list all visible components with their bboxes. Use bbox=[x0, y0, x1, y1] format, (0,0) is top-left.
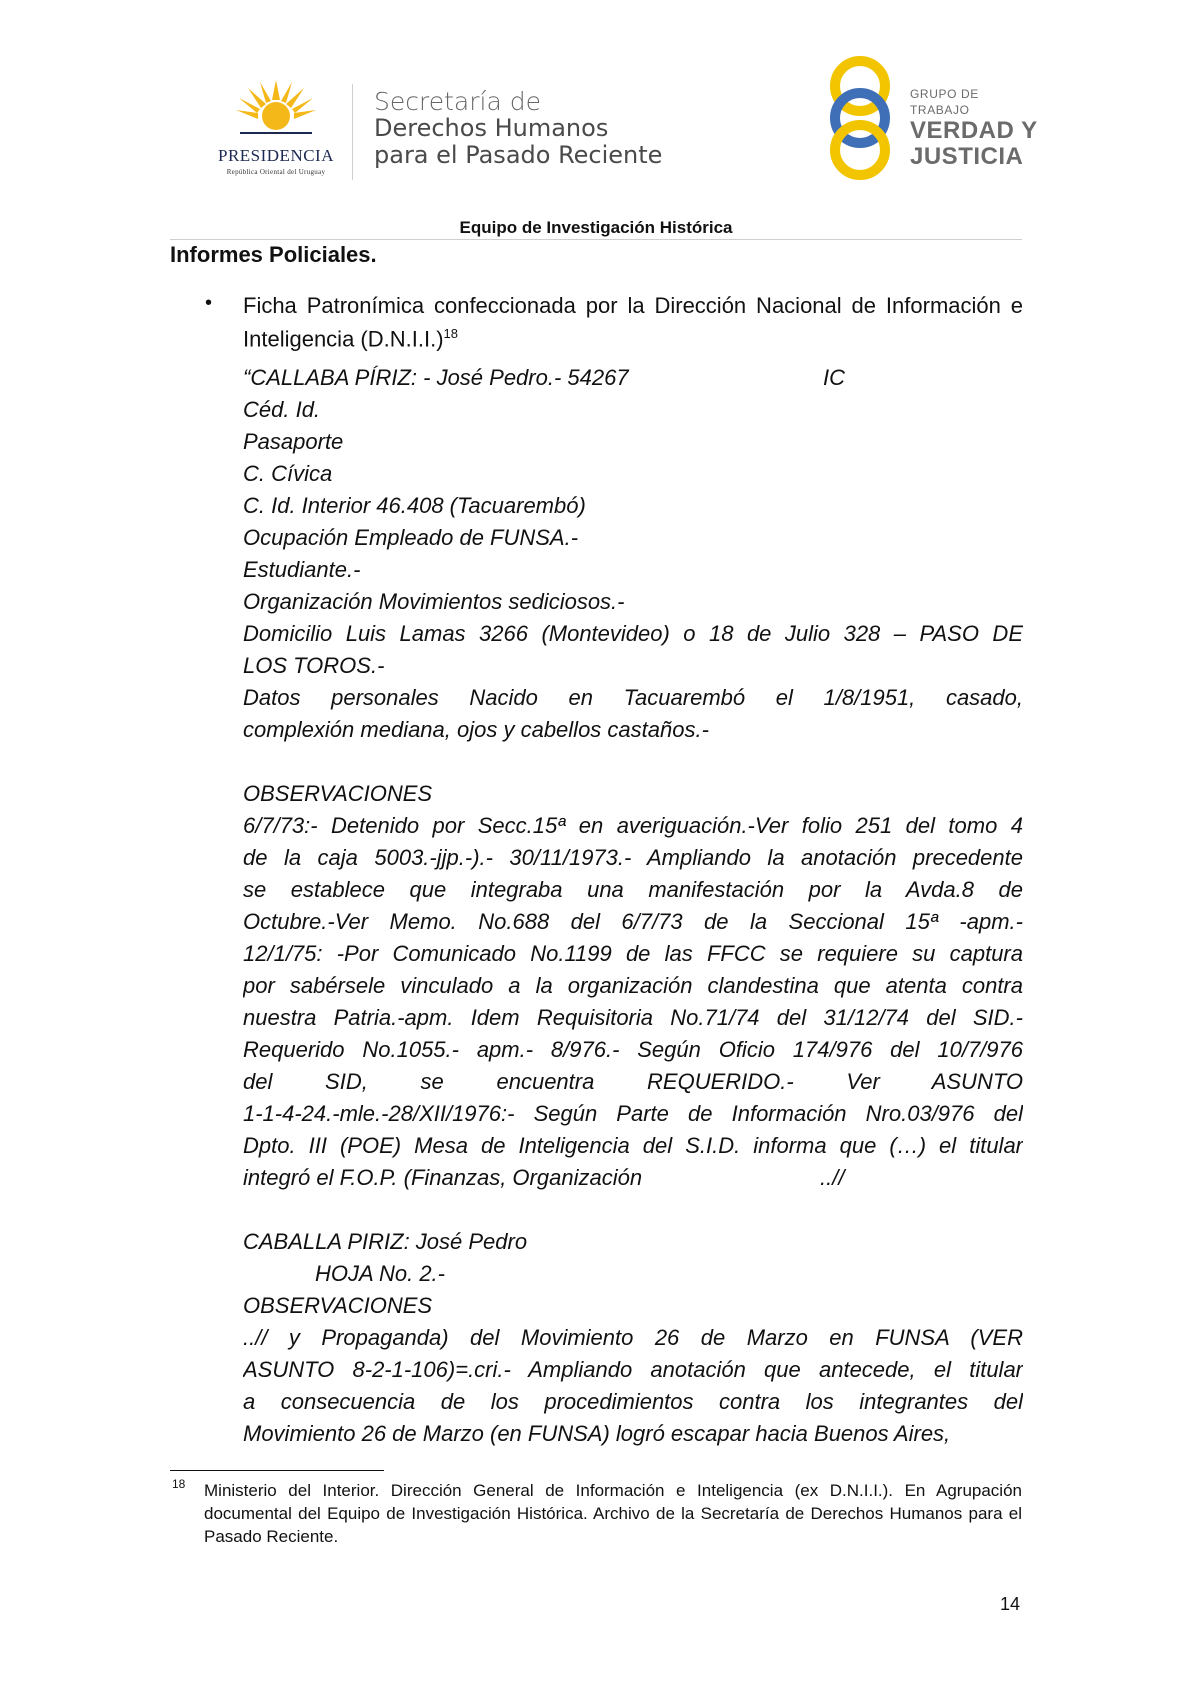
observaciones-line: Dpto. III (POE) Mesa de Inteligencia del S.I.D. informa que (…) el titular bbox=[243, 1133, 1023, 1158]
footnote-number: 18 bbox=[172, 1477, 186, 1491]
ficha-line: Organización Movimientos sediciosos.- bbox=[243, 589, 625, 614]
secretaria-line-2: Derechos Humanos bbox=[374, 114, 609, 142]
gtvj-text bbox=[910, 86, 1040, 170]
hoja-2-label: HOJA No. 2.- bbox=[315, 1261, 445, 1286]
observaciones-line: 6/7/73:- Detenido por Secc.15ª en averiguación.-Ver folio 251 del tomo 4 bbox=[243, 813, 1023, 838]
gtvj-line-1: GRUPO DE TRABAJO bbox=[910, 87, 979, 117]
ficha-datos-2: complexión mediana, ojos y cabellos castaños.- bbox=[243, 717, 709, 742]
page-number: 14 bbox=[1000, 1594, 1021, 1614]
presidencia-logo bbox=[196, 80, 356, 180]
header-divider bbox=[352, 84, 353, 180]
hoja-2-last-line: Movimiento 26 de Marzo (en FUNSA) logró escapar hacia Buenos Aires, bbox=[243, 1421, 951, 1446]
secretaria-logo-text bbox=[374, 88, 662, 169]
team-heading: Equipo de Investigación Histórica bbox=[459, 218, 733, 237]
hoja-2-line: a consecuencia de los procedimientos contra los integrantes del bbox=[243, 1389, 1023, 1414]
gtvj-line-2: VERDAD Y bbox=[910, 117, 1038, 144]
ficha-line: C. Cívica bbox=[243, 461, 333, 486]
observaciones-line: nuestra Patria.-apm. Idem Requisitoria No.71/74 del 31/12/74 del SID.- bbox=[243, 1005, 1023, 1030]
ficha-datos-1: Datos personales Nacido en Tacuarembó el 1/8/1951, casado, bbox=[243, 685, 1023, 710]
secretaria-line-3: para el Pasado Reciente bbox=[374, 141, 663, 169]
ficha-domicilio-1: Domicilio Luis Lamas 3266 (Montevideo) o 18 de Julio 328 – PASO DE bbox=[243, 621, 1023, 646]
gtvj-logo bbox=[820, 56, 1040, 181]
ficha-line: C. Id. Interior 46.408 (Tacuarembó) bbox=[243, 493, 586, 518]
hoja-2-line: ASUNTO 8-2-1-106)=.cri.- Ampliando anotación que antecede, el titular bbox=[243, 1357, 1023, 1382]
ficha-block bbox=[243, 362, 1023, 1450]
ficha-line: Pasaporte bbox=[243, 429, 344, 454]
ficha-domicilio-2: LOS TOROS.- bbox=[243, 653, 385, 678]
footnote-ref: 18 bbox=[443, 326, 458, 341]
observaciones-title: OBSERVACIONES bbox=[243, 781, 433, 806]
page-header bbox=[0, 0, 1191, 200]
presidencia-subtitle: República Oriental del Uruguay bbox=[226, 168, 326, 176]
footnote-rule bbox=[170, 1470, 384, 1471]
observaciones-line: 12/1/75: -Por Comunicado No.1199 de las FFCC se requiere su captura bbox=[243, 941, 1023, 966]
ficha-line: Céd. Id. bbox=[243, 397, 321, 422]
observaciones-line: Requerido No.1055.- apm.- 8/976.- Según Oficio 174/976 del 10/7/976 bbox=[243, 1037, 1023, 1062]
gtvj-line-3: JUSTICIA bbox=[910, 143, 1024, 170]
observaciones-line: del SID, se encuentra REQUERIDO.- Ver ASUNTO bbox=[243, 1069, 1023, 1094]
observaciones-line: por sabérsele vinculado a la organización clandestina que atenta contra bbox=[243, 973, 1023, 998]
footnote-text: Ministerio del Interior. Dirección General de Información e Inteligencia (ex D.N.I.I.). En Agrupación documental del Equipo de Investigación Histórica. Archivo de la Secretaría de Derechos Humanos para el Pasado Reciente. bbox=[204, 1481, 1022, 1546]
observaciones-last-text: integró el F.O.P. (Finanzas, Organización bbox=[243, 1165, 643, 1190]
continuation-mark: ..// bbox=[820, 1165, 845, 1190]
bullet-marker: • bbox=[205, 292, 213, 314]
ficha-name-line bbox=[243, 362, 1023, 394]
presidencia-title: PRESIDENCIA bbox=[217, 146, 334, 165]
observaciones-last-line bbox=[243, 1162, 1023, 1194]
observaciones-line: de la caja 5003.-jjp.-).- 30/11/1973.- Ampliando la anotación precedente bbox=[243, 845, 1023, 870]
paragraph-gap bbox=[243, 1194, 1023, 1226]
observaciones-line: 1-1-4-24.-mle.-28/XII/1976:- Según Parte de Información Nro.03/976 del bbox=[243, 1101, 1023, 1126]
paragraph-gap bbox=[243, 746, 1023, 778]
hoja-2-observaciones-title: OBSERVACIONES bbox=[243, 1293, 433, 1318]
ficha-name: “CALLABA PÍRIZ: - José Pedro.- 54267 bbox=[243, 365, 629, 390]
hoja-2-name: CABALLA PIRIZ: José Pedro bbox=[243, 1229, 528, 1254]
secretaria-line-1: Secretaría de bbox=[374, 87, 541, 116]
header-rule bbox=[170, 239, 1022, 240]
bullet-text bbox=[243, 292, 1023, 353]
linked-rings-icon bbox=[820, 56, 900, 181]
hoja-2-line: ..// y Propaganda) del Movimiento 26 de Marzo en FUNSA (VER bbox=[243, 1325, 1023, 1350]
bullet-text-body: Ficha Patronímica confeccionada por la Dirección Nacional de Información e Inteligencia (D.N.I.I.) bbox=[243, 293, 1023, 352]
ficha-line: Ocupación Empleado de FUNSA.- bbox=[243, 525, 579, 550]
section-title: Informes Policiales. bbox=[170, 242, 377, 267]
ficha-line: Estudiante.- bbox=[243, 557, 361, 582]
observaciones-line: se establece que integraba una manifestación por la Avda.8 de bbox=[243, 877, 1023, 902]
observaciones-line: Octubre.-Ver Memo. No.688 del 6/7/73 de la Seccional 15ª -apm.- bbox=[243, 909, 1023, 934]
ficha-ic: IC bbox=[823, 365, 845, 390]
sun-icon bbox=[236, 80, 316, 140]
